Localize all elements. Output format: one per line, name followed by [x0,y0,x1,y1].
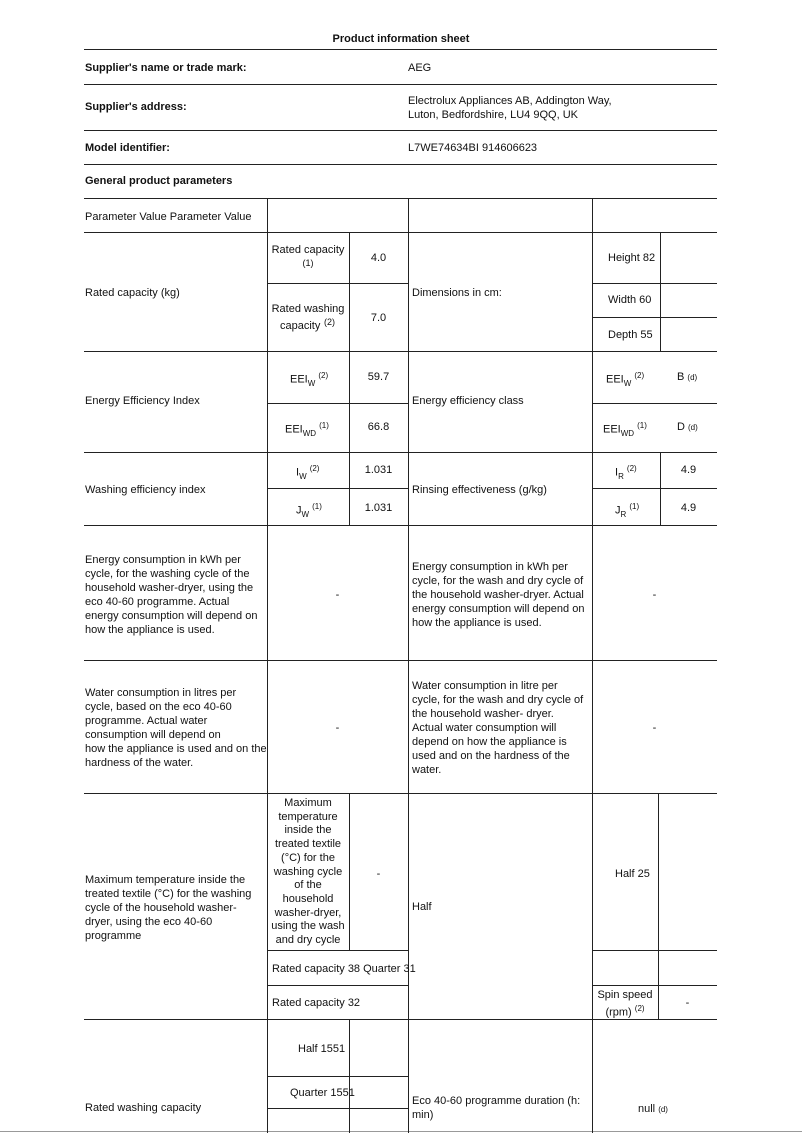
energy-washdry-value: - [652,589,657,601]
half-value: Half 25 [615,868,650,880]
rated-capacity-1-label: Rated capacity [271,244,345,256]
rule [349,232,350,351]
rule [84,452,717,453]
eco-duration-value: null (d) [638,1103,668,1115]
washing-efficiency-label: Washing efficiency index [85,484,206,496]
eei-label: Energy Efficiency Index [85,395,200,407]
jr-value: 4.9 [680,502,697,514]
rule [592,317,717,318]
jr-label: $J_R$ $^{(1)}$ [615,502,640,519]
energy-wash-label: Energy consumption in kWh per cycle, for the washing cycle of the household washer-dryer, using the eco 40-60 programme. Actual energy consumption will depend on how the appliance is used. [85,554,258,636]
rule [267,1076,408,1077]
rated-washing-capacity-label-b: capacity [280,320,321,332]
rated-washing-capacity-label-a: Rated washing [271,303,345,315]
rule [267,488,408,489]
rule [84,232,717,233]
rule [267,950,408,951]
eei-wd-value: 66.8 [367,421,390,433]
width: Width 60 [608,294,652,306]
depth: Depth 55 [608,329,653,341]
rule [84,351,717,352]
rated-capacity-38: Rated capacity 38 Quarter 31 [272,963,416,975]
rated-capacity-1-value: 4.0 [370,252,387,264]
rule [592,488,717,489]
rule [84,525,717,526]
rule [84,130,717,131]
rated-washing-capacity-row-label: Rated washing capacity [85,1102,202,1114]
eei-wd-label: $EEI_{WD}$ $^{(1)}$ [285,421,329,438]
rule [592,950,717,951]
rated-capacity-1-note: (1) [302,258,314,268]
rule [592,283,717,284]
model-label: Model identifier: [85,142,170,154]
half-1551: Half 1551 [298,1043,346,1055]
jw-value: 1.031 [364,502,393,514]
rule [267,198,268,1133]
rule [660,232,661,351]
rule [84,793,717,794]
rule [84,660,717,661]
eco-duration-label: Eco 40-60 programme duration (h: min) [412,1095,581,1121]
eei-w-value: 59.7 [367,371,390,383]
water-washdry-label: Water consumption in litre per cycle, for the wash and dry cycle of the household washer- dryer. Actual water consumption will depend on how the appliance is used and on the hardness of the water. [412,680,584,776]
jw-label: $J_W$ $^{(1)}$ [296,502,322,519]
dimensions-label: Dimensions in cm: [412,287,502,299]
rule [658,793,659,1019]
rule [84,164,717,165]
height: Height 82 [608,252,656,264]
eec-w-value: B (d) [677,371,698,383]
rule [84,84,717,85]
general-parameters-label: General product parameters [85,175,233,187]
eec-label: Energy efficiency class [412,395,524,407]
iw-label: $I_W$ $^{(2)}$ [296,464,320,481]
energy-washdry-label: Energy consumption in kWh per cycle, for the wash and dry cycle of the household washer-dryer. Actual energy consumption will depend on how the appliance is used. [412,561,585,629]
maxtemp-inner-label: Maximum temperature inside the treated textile (°C) for the washing cycle of the household washer-dryer, using the wash and dry cycle [271,797,345,947]
supplier-name-label: Supplier's name or trade mark: [85,62,247,74]
rinsing-label: Rinsing effectiveness (g/kg) [412,484,547,496]
rule [84,49,717,50]
spin-speed-label: Spin speed (rpm) $^{(2)}$ [597,989,653,1019]
rated-capacity-label: Rated capacity (kg) [85,287,180,299]
parameter-header: Parameter Value Parameter Value [85,211,252,223]
maxtemp-value: - [376,868,381,880]
ir-label: $I_R$ $^{(2)}$ [615,464,637,481]
supplier-address-line-1: Electrolux Appliances AB, Addington Way, [408,95,612,107]
rule [592,403,717,404]
rated-washing-capacity-note: (2) [324,317,335,327]
iw-value: 1.031 [364,464,393,476]
eec-wd-label: $EEI_{WD}$ $^{(1)}$ [603,421,647,438]
maxtemp-label: Maximum temperature inside the treated textile (°C) for the washing cycle of the household washer- dryer, using the eco 40-60 programme [85,874,252,942]
rule [267,985,408,986]
water-washdry-value: - [652,722,657,734]
energy-wash-value: - [335,589,340,601]
rule [267,283,408,284]
eec-w-label: $EEI_W$ $^{(2)}$ [606,371,645,388]
rule [84,198,717,199]
rated-capacity-32: Rated capacity 32 [272,997,361,1009]
rule [349,1019,350,1133]
eec-wd-value: D (d) [677,421,698,433]
water-wash-label: Water consumption in litres per cycle, based on the eco 40-60 programme. Actual water consumption will depend on how the appliance is used and on the hardness of the water. [85,687,267,769]
quarter-1551: Quarter 1551 [290,1087,355,1099]
page-edge [0,1131,802,1132]
rule [267,403,408,404]
rule [408,198,409,1133]
supplier-name: AEG [408,62,432,74]
model-identifier: L7WE74634BI 914606623 [408,142,538,154]
rule [267,1108,408,1109]
ir-value: 4.9 [680,464,697,476]
rated-washing-capacity-value: 7.0 [370,312,387,324]
supplier-address-line-2: Luton, Bedfordshire, LU4 9QQ, UK [408,109,578,121]
eei-w-label: $EEI_W$ $^{(2)}$ [290,371,329,388]
page-title: Product information sheet [332,33,470,45]
half-label: Half [412,901,432,913]
rule [592,985,717,986]
spin-speed-value: - [685,997,690,1009]
water-wash-value: - [335,722,340,734]
supplier-address-label: Supplier's address: [85,101,187,113]
